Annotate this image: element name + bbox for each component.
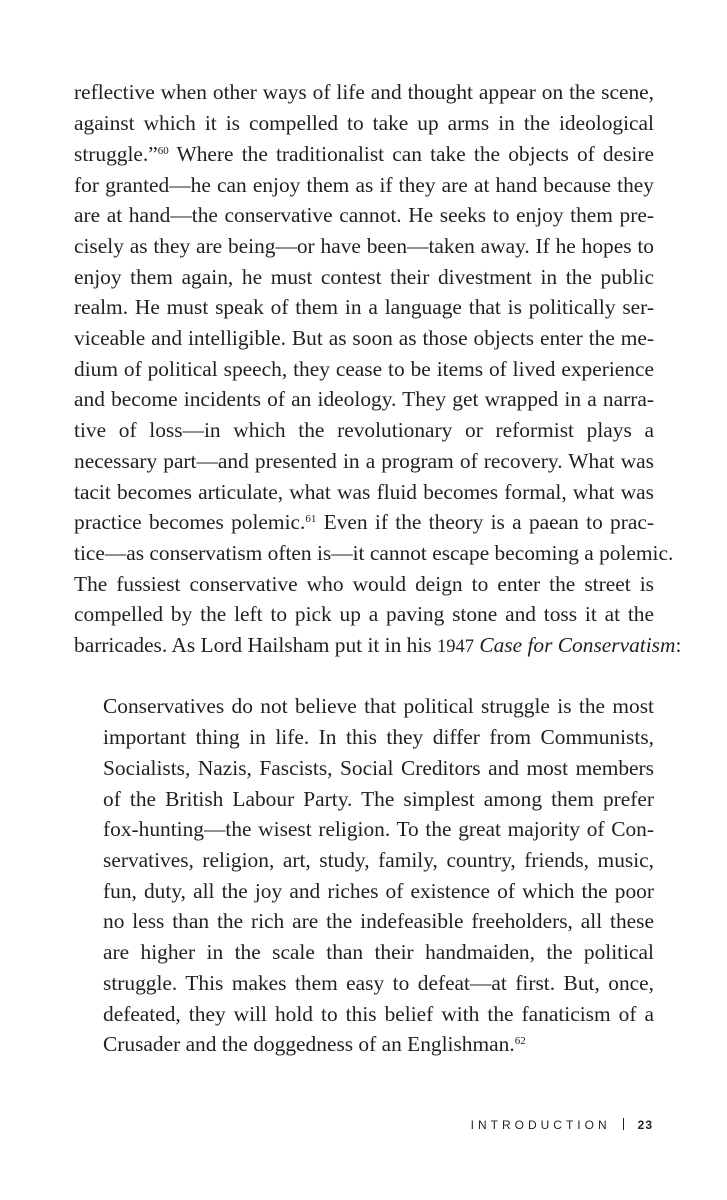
footnote-ref: 62 bbox=[514, 1034, 526, 1047]
quote-line: struggle. This makes them easy to defeat—at first. But, once, bbox=[103, 971, 654, 995]
body-line: tacit becomes articulate, what was fluid becomes formal, what was bbox=[74, 480, 654, 504]
body-line: compelled by the left to pick up a paving stone and toss it at the bbox=[74, 602, 654, 626]
footnote-ref: 61 bbox=[305, 512, 317, 525]
body-line: realm. He must speak of them in a language that is politically ser- bbox=[74, 295, 654, 319]
body-line: for granted—he can enjoy them as if they are at hand because they bbox=[74, 173, 654, 197]
quote-line: fun, duty, all the joy and riches of existence of which the poor bbox=[103, 879, 654, 903]
quote-line: Crusader and the doggedness of an Englishman.$^{62}$ bbox=[103, 1032, 526, 1056]
body-line: cisely as they are being—or have been—taken away. If he hopes to bbox=[74, 234, 654, 258]
body-line: and become incidents of an ideology. They get wrapped in a narra- bbox=[74, 387, 654, 411]
quote-line: no less than the rich are the indefeasible freeholders, all these bbox=[103, 909, 654, 933]
quote-line: fox-hunting—the wisest religion. To the great majority of Con- bbox=[103, 817, 654, 841]
quote-line: defeated, they will hold to this belief with the fanaticism of a bbox=[103, 1002, 654, 1026]
body-line: dium of political speech, they cease to be items of lived experience bbox=[74, 357, 654, 381]
quote-line: Socialists, Nazis, Fascists, Social Creditors and most members bbox=[103, 756, 654, 780]
body-line: tive of loss—in which the revolutionary or reformist plays a bbox=[74, 418, 654, 442]
body-line: viceable and intelligible. But as soon as those objects enter the me- bbox=[74, 326, 654, 350]
body-line: are at hand—the conservative cannot. He seeks to enjoy them pre- bbox=[74, 203, 654, 227]
body-line: against which it is compelled to take up arms in the ideological bbox=[74, 111, 654, 135]
body-line: tice—as conservatism often is—it cannot escape becoming a polemic. bbox=[74, 541, 674, 565]
quote-line: of the British Labour Party. The simplest among them prefer bbox=[103, 787, 654, 811]
quote-line: are higher in the scale than their handmaiden, the political bbox=[103, 940, 654, 964]
body-line: The fussiest conservative who would deign to enter the street is bbox=[74, 572, 654, 596]
footer-divider bbox=[623, 1118, 624, 1130]
body-line: reflective when other ways of life and thought appear on the scene, bbox=[74, 80, 654, 104]
running-head: INTRODUCTION bbox=[470, 1118, 611, 1132]
body-line: necessary part—and presented in a program of recovery. What was bbox=[74, 449, 654, 473]
quote-line: servatives, religion, art, study, family, country, friends, music, bbox=[103, 848, 654, 872]
body-line: struggle.”$^{60}$ Where the traditionalist can take the objects of desire bbox=[74, 142, 654, 166]
body-line: barricades. As Lord Hailsham put it in his 1947 Case for Conservatism: bbox=[74, 633, 682, 657]
quote-line: important thing in life. In this they differ from Communists, bbox=[103, 725, 654, 749]
book-title: Case for Conservatism bbox=[479, 633, 676, 657]
page-footer bbox=[0, 1115, 653, 1135]
body-line: enjoy them again, he must contest their divestment in the public bbox=[74, 265, 654, 289]
footnote-ref: 60 bbox=[157, 144, 169, 157]
page-number: 23 bbox=[637, 1118, 653, 1132]
body-line: practice becomes polemic.$^{61}$ Even if the theory is a paean to prac- bbox=[74, 510, 654, 534]
quote-line: Conservatives do not believe that political struggle is the most bbox=[103, 694, 654, 718]
